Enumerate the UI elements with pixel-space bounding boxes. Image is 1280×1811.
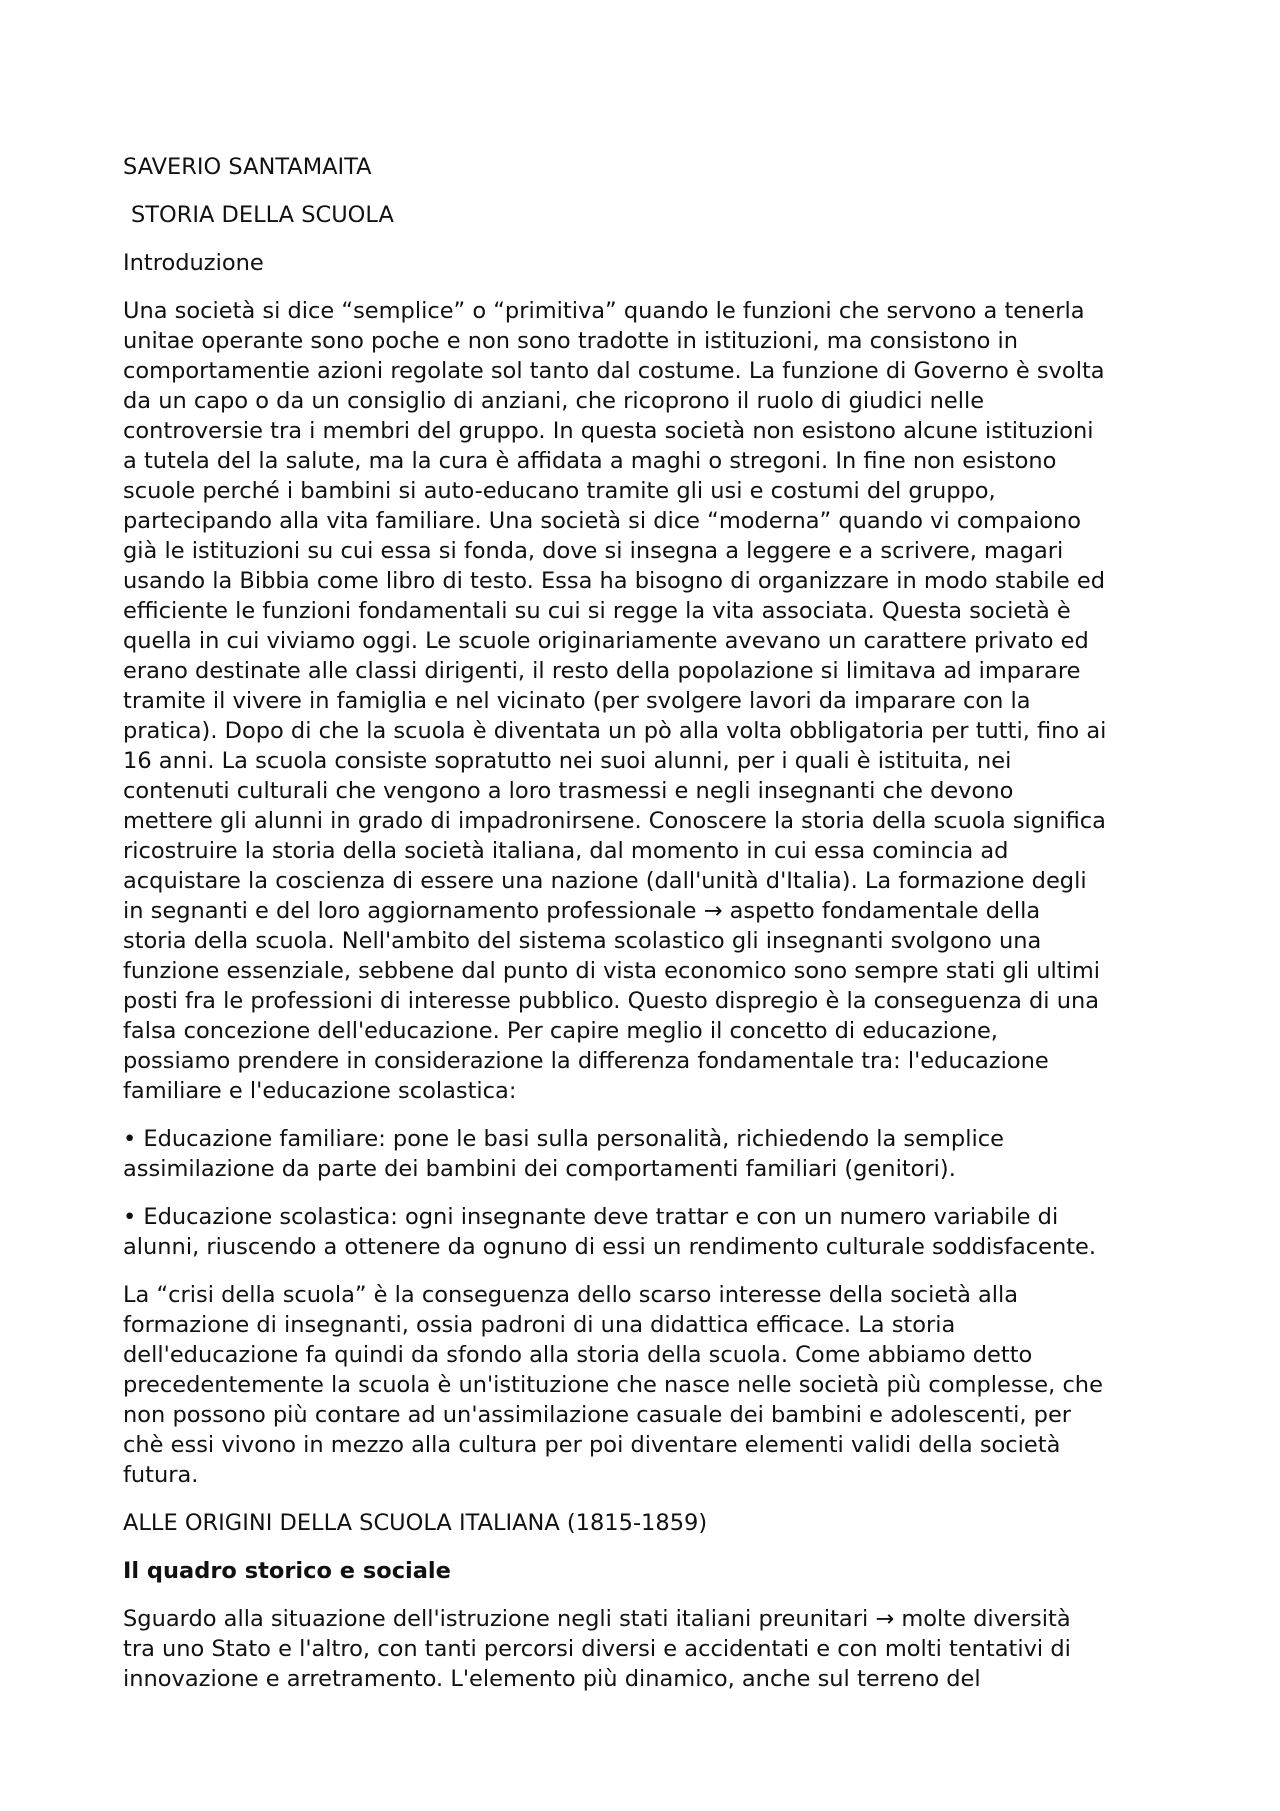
intro-paragraph (123, 296, 1173, 1106)
text-line: efficiente le funzioni fondamentali su cui si regge la vita associata. Questa società è (123, 598, 1071, 624)
text-line: storia della scuola. Nell'ambito del sistema scolastico gli insegnanti svolgono una (123, 928, 1042, 954)
intro-heading: Introduzione (123, 250, 264, 276)
text-line: familiare e l'educazione scolastica: (123, 1078, 517, 1104)
text-line: a tutela del la salute, ma la cura è affidata a maghi o stregoni. In fine non esistono (123, 448, 1057, 474)
text-line: posti fra le professioni di interesse pubblico. Questo dispregio è la conseguenza di una (123, 988, 1100, 1014)
bullet-familiar-education (123, 1124, 1173, 1184)
text-line: contenuti culturali che vengono a loro trasmessi e negli insegnanti che devono (123, 778, 1014, 804)
text-line: 16 anni. La scuola consiste sopratutto nei suoi alunni, per i quali è istituita, nei (123, 748, 1012, 774)
bullet-school-education (123, 1202, 1173, 1262)
text-line: controversie tra i membri del gruppo. In questa società non esistono alcune istituzioni (123, 418, 1094, 444)
subsection-heading: Il quadro storico e sociale (123, 1558, 451, 1584)
text-line: assimilazione da parte dei bambini dei comportamenti familiari (genitori). (123, 1156, 956, 1182)
text-line: tramite il vivere in famiglia e nel vicinato (per svolgere lavori da imparare con la (123, 688, 1031, 714)
text-line: Sguardo alla situazione dell'istruzione negli stati italiani preunitari → molte diversità (123, 1606, 1071, 1632)
crisis-paragraph (123, 1280, 1173, 1490)
author-name: SAVERIO SANTAMAITA (123, 154, 372, 180)
text-line: usando la Bibbia come libro di testo. Essa ha bisogno di organizzare in modo stabile ed (123, 568, 1106, 594)
text-line: ricostruire la storia della società italiana, dal momento in cui essa comincia ad (123, 838, 1009, 864)
text-line: precedentemente la scuola è un'istituzione che nasce nelle società più complesse, che (123, 1372, 1103, 1398)
text-line: alunni, riuscendo a ottenere da ognuno di essi un rendimento culturale soddisfacente. (123, 1234, 1097, 1260)
text-line: quella in cui viviamo oggi. Le scuole originariamente avevano un carattere privato ed (123, 628, 1089, 654)
text-line: futura. (123, 1462, 199, 1488)
book-title: STORIA DELLA SCUOLA (131, 202, 394, 228)
text-line: erano destinate alle classi dirigenti, il resto della popolazione si limitava ad imparare (123, 658, 1081, 684)
text-line: formazione di insegnanti, ossia padroni di una didattica efficace. La storia (123, 1312, 956, 1338)
text-line: chè essi vivono in mezzo alla cultura per poi diventare elementi validi della società (123, 1432, 1061, 1458)
text-line: mettere gli alunni in grado di impadronirsene. Conoscere la storia della scuola significa (123, 808, 1106, 834)
text-line: innovazione e arretramento. L'elemento più dinamico, anche sul terreno del (123, 1666, 981, 1692)
text-line: pratica). Dopo di che la scuola è diventata un pò alla volta obbligatoria per tutti, fino ai (123, 718, 1107, 744)
text-line: comportamentie azioni regolate sol tanto dal costume. La funzione di Governo è svolta (123, 358, 1105, 384)
text-line: La “crisi della scuola” è la conseguenza dello scarso interesse della società alla (123, 1282, 1019, 1308)
text-line: falsa concezione dell'educazione. Per capire meglio il concetto di educazione, (123, 1018, 998, 1044)
text-line: già le istituzioni su cui essa si fonda, dove si insegna a leggere e a scrivere, magari (123, 538, 1064, 564)
text-line: partecipando alla vita familiare. Una società si dice “moderna” quando vi compaiono (123, 508, 1082, 534)
text-line: unitae operante sono poche e non sono tradotte in istituzioni, ma consistono in (123, 328, 1019, 354)
section-heading: ALLE ORIGINI DELLA SCUOLA ITALIANA (1815-1859) (123, 1510, 708, 1536)
text-line: non possono più contare ad un'assimilazione casuale dei bambini e adolescenti, per (123, 1402, 1072, 1428)
text-line: • Educazione scolastica: ogni insegnante deve trattar e con un numero variabile di (123, 1204, 1059, 1230)
text-line: acquistare la coscienza di essere una nazione (dall'unità d'Italia). La formazione degli (123, 868, 1087, 894)
text-line: possiamo prendere in considerazione la differenza fondamentale tra: l'educazione (123, 1048, 1049, 1074)
text-line: Una società si dice “semplice” o “primitiva” quando le funzioni che servono a tenerla (123, 298, 1085, 324)
text-line: tra uno Stato e l'altro, con tanti percorsi diversi e accidentati e con molti tentativi di (123, 1636, 1071, 1662)
text-line: • Educazione familiare: pone le basi sulla personalità, richiedendo la semplice (123, 1126, 1004, 1152)
text-line: da un capo o da un consiglio di anziani, che ricoprono il ruolo di giudici nelle (123, 388, 985, 414)
text-line: in segnanti e del loro aggiornamento professionale → aspetto fondamentale della (123, 898, 1041, 924)
text-line: dell'educazione fa quindi da sfondo alla storia della scuola. Come abbiamo detto (123, 1342, 1033, 1368)
section-paragraph (123, 1604, 1173, 1694)
text-line: scuole perché i bambini si auto-educano tramite gli usi e costumi del gruppo, (123, 478, 996, 504)
page-content (123, 152, 1173, 1712)
text-line: funzione essenziale, sebbene dal punto di vista economico sono sempre stati gli ultimi (123, 958, 1101, 984)
